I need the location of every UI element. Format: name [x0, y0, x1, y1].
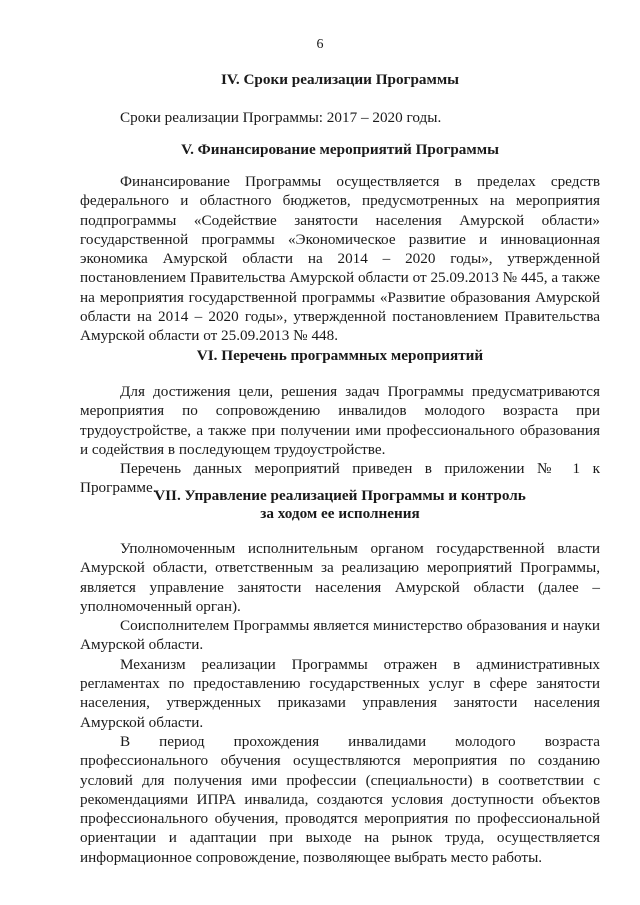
section-5-paragraph: Финансирование Программы осуществляется в пределах средств федерального и областного бюджетов, предусмотренных на мероприятия подпрограммы «Содействие занятости населения Амурской области» государственной программы «Экономическое развитие и инновационная экономика Амурской области на 2014 – 2020 годы», утвержденной постановлением Правительства Амурской области от 25.09.2013 № 445, а также на мероприятия государственной программы «Развитие образования Амурской области на 2014 – 2020 годы», утвержденной постановлением Правительства Амурской области от 25.09.2013 № 448.	[80, 173, 600, 345]
page-number: 6	[316, 37, 324, 52]
section-4-heading: IV. Сроки реализации Программы	[220, 71, 460, 88]
section-7-heading-line-1: VII. Управление реализацией Программы и контроль	[154, 487, 526, 504]
section-4-body	[80, 108, 600, 127]
section-7-body	[80, 539, 600, 867]
section-7-paragraph: Уполномоченным исполнительным органом государственной власти Амурской области, ответственным за реализацию мероприятий Программы, является управление занятости населения Амурской области (далее – уполномоченный орган).	[80, 540, 600, 615]
section-6-paragraph: Для достижения цели, решения задач Программы предусматриваются мероприятия по сопровождению инвалидов молодого возраста при трудоустройстве, а также при получении ими профессионального образования и содействия в последующем трудоустройстве.	[80, 383, 600, 458]
section-7-paragraph: В период прохождения инвалидами молодого возраста профессионального обучения осуществляются мероприятия по созданию условий для получения ими профессии (специальности) в соответствии с рекомендациями ИПРА инвалида, создаются условия доступности объектов профессионального обучения, проводятся мероприятия по профессиональной ориентации и адаптации при выходе на рынок труда, осуществляется информационное сопровождение, позволяющее выбрать место работы.	[80, 732, 600, 866]
section-7-paragraph: Соисполнителем Программы является министерство образования и науки Амурской области.	[80, 617, 600, 654]
section-6-heading: VI. Перечень программных мероприятий	[196, 347, 484, 364]
section-4-paragraph: Сроки реализации Программы: 2017 – 2020 годы.	[120, 109, 442, 126]
section-6-body	[80, 382, 600, 498]
section-7-paragraph: Механизм реализации Программы отражен в административных регламентах по предоставлению государственных услуг в сфере занятости населения, утвержденных приказами управления занятости населения Амурской области.	[80, 655, 600, 731]
section-7-heading-line-2: за ходом ее исполнения	[260, 505, 420, 522]
section-5-heading: V. Финансирование мероприятий Программы	[181, 141, 499, 158]
section-5-body	[80, 172, 600, 346]
section-6-paragraph: Перечень данных мероприятий приведен в приложении № 1 к Программе.	[80, 460, 600, 497]
